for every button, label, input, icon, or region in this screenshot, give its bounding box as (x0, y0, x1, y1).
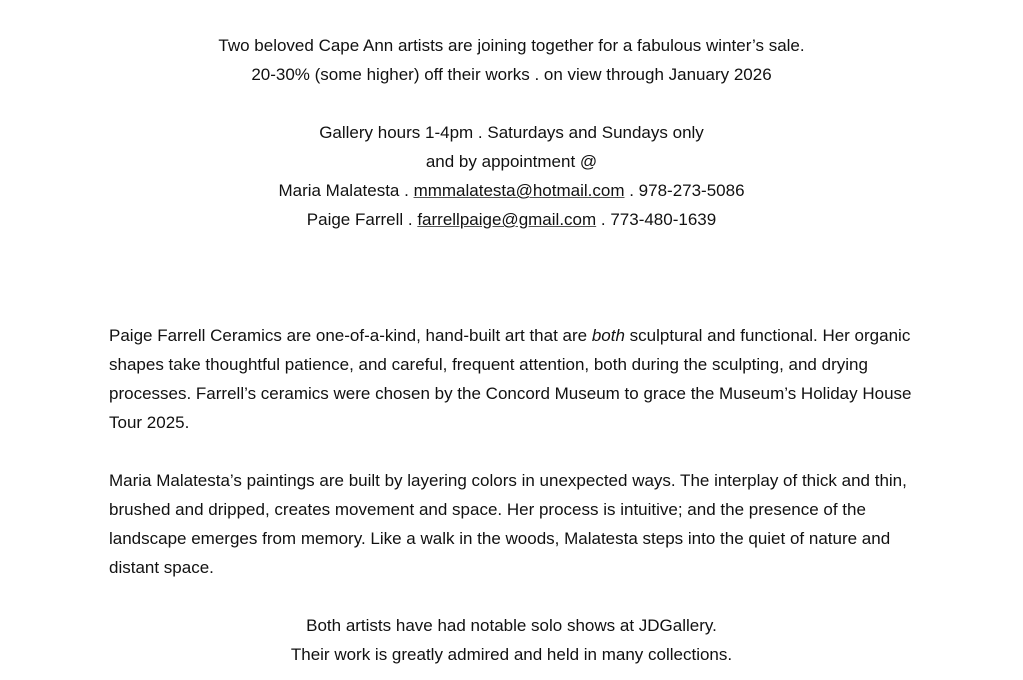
hours-block (109, 118, 914, 234)
contact-name: Maria Malatesta . (278, 181, 414, 200)
text: Paige Farrell Ceramics are one-of-a-kind, hand-built art that are (109, 326, 592, 345)
contact-phone: . 978-273-5086 (624, 181, 745, 200)
email-link-farrell[interactable]: farrellpaige@gmail.com (417, 210, 597, 229)
closing-line-1: Both artists have had notable solo shows at JDGallery. (306, 616, 717, 635)
gallery-hours: Gallery hours 1-4pm . Saturdays and Sundays only (319, 123, 704, 142)
appointment-note: and by appointment @ (425, 152, 598, 171)
malatesta-paragraph: Maria Malatesta’s paintings are built by layering colors in unexpected ways. The interplay of thick and thin, brushed and dripped, creates movement and space. Her process is intuitive; and the presence of the landscape emerges from memory. Like a walk in the woods, Malatesta steps into the quiet of nature and distant space. (109, 471, 907, 577)
contact-name: Paige Farrell . (306, 210, 418, 229)
document-body (109, 31, 914, 669)
email-link-malatesta[interactable]: mmmalatesta@hotmail.com (413, 181, 625, 200)
contact-malatesta (109, 176, 914, 205)
intro-line-2: 20-30% (some higher) off their works . on view through January 2026 (251, 65, 772, 84)
text: sculptural and functional. Her organic shapes take thoughtful patience, and careful, frequent attention, both during the sculpting, and drying processes. Farrell’s ceramics were chosen by the Concord Museum to grace the Museum’s Holiday House Tour 2025. (109, 326, 912, 432)
contact-farrell (109, 205, 914, 234)
intro-block (109, 31, 914, 89)
contact-phone: . 773-480-1639 (596, 210, 717, 229)
emphasis-text: both (591, 326, 625, 345)
closing-block (109, 611, 914, 669)
intro-line-1: Two beloved Cape Ann artists are joining together for a fabulous winter’s sale. (218, 36, 805, 55)
closing-line-2: Their work is greatly admired and held in many collections. (290, 645, 733, 664)
farrell-paragraph (109, 321, 914, 437)
